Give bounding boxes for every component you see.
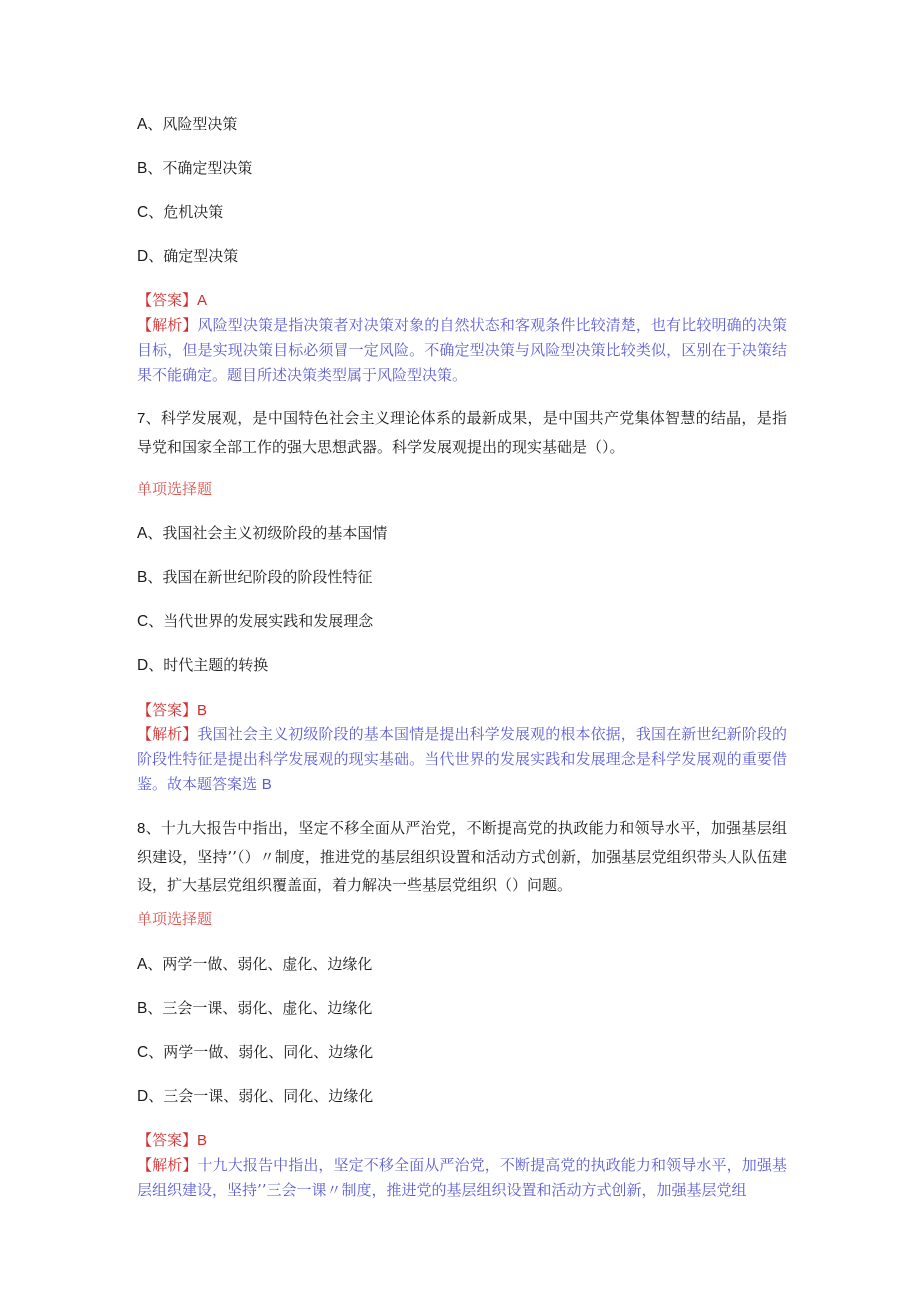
q6-option-c: C、危机决策 [137,203,224,221]
q6-option-b: B、不确定型决策 [137,159,253,177]
q6-analysis: 【解析】风险型决策是指决策者对决策对象的自然状态和客观条件比较清楚，也有比较明确的决策目标，但是实现决策目标必须冒一定风险。不确定型决策与风险型决策比较类似，区别在于决策结果不能确定。题目所述决策类型属于风险型决策。 [137,316,787,384]
q7-option-c: C、当代世界的发展实践和发展理念 [137,612,374,630]
q7-type: 单项选择题 [137,480,213,498]
q6-option-d: D、确定型决策 [137,247,239,265]
q7-answer: 【答案】B [137,701,208,719]
q8-option-a: A、两学一做、弱化、虚化、边缘化 [137,955,373,973]
q6-answer: 【答案】A [137,291,208,309]
q8-answer: 【答案】B [137,1131,208,1149]
q8-option-d: D、三会一课、弱化、同化、边缘化 [137,1087,374,1105]
q7-question: 7、科学发展观，是中国特色社会主义理论体系的最新成果，是中国共产党集体智慧的结晶，是指导党和国家全部工作的强大思想武器。科学发展观提出的现实基础是（）。 [137,409,787,456]
q7-option-d: D、时代主题的转换 [137,656,269,674]
q8-analysis: 【解析】十九大报告中指出，坚定不移全面从严治党，不断提高党的执政能力和领导水平，加强基层组织建设，坚持’’三会一课〃制度，推进党的基层组织设置和活动方式创新，加强基层党组 [137,1156,787,1199]
q8-type: 单项选择题 [137,910,213,928]
q8-question: 8、十九大报告中指出，坚定不移全面从严治党，不断提高党的执政能力和领导水平，加强基层组织建设，坚持’’（）〃制度，推进党的基层组织设置和活动方式创新，加强基层党组织带头人队伍建设，扩大基层党组织覆盖面，着力解决一些基层党组织（）问题。 [137,819,787,894]
q7-option-b: B、我国在新世纪阶段的阶段性特征 [137,568,373,586]
q8-option-c: C、两学一做、弱化、同化、边缘化 [137,1043,374,1061]
q7-analysis: 【解析】我国社会主义初级阶段的基本国情是提出科学发展观的根本依据，我国在新世纪新阶段的阶段性特征是提出科学发展观的现实基础。当代世界的发展实践和发展理念是科学发展观的重要借鉴。故本题答案选 B [137,725,787,793]
q7-option-a: A、我国社会主义初级阶段的基本国情 [137,524,388,542]
q6-option-a: A、风险型决策 [137,115,238,133]
q8-option-b: B、三会一课、弱化、虚化、边缘化 [137,999,373,1017]
